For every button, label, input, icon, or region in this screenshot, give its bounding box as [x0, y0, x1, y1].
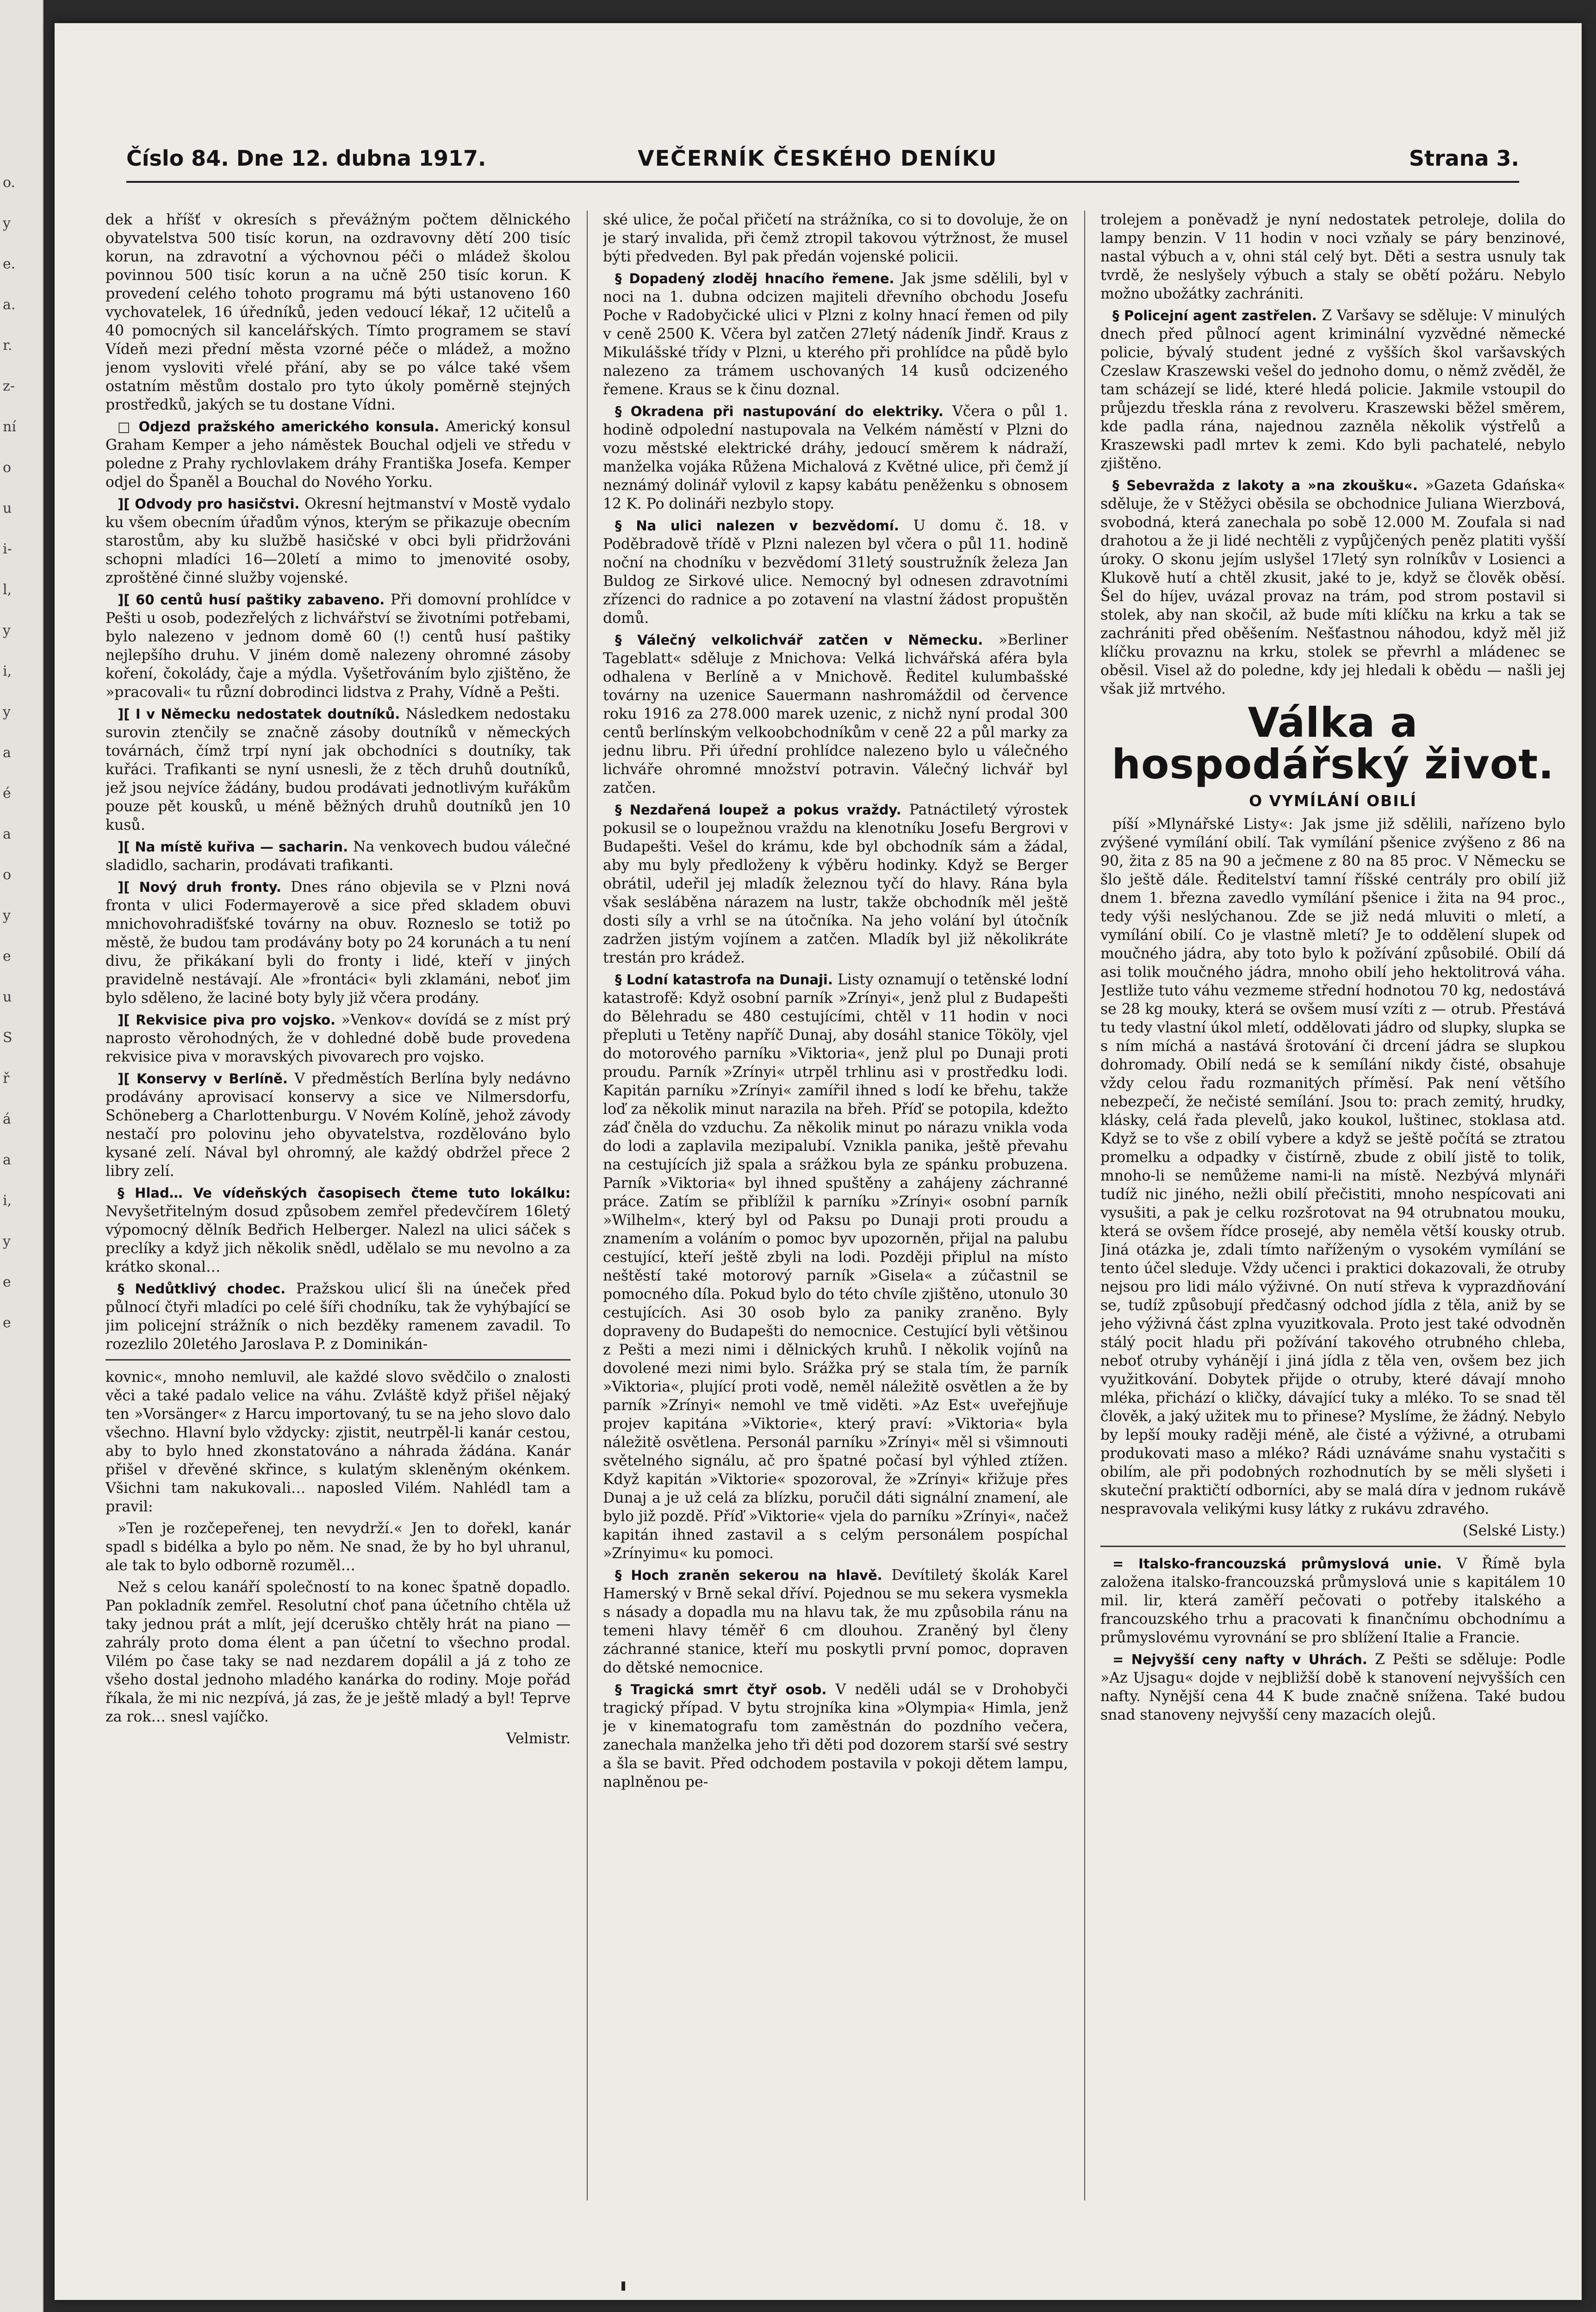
- article-subheadline: O VYMÍLÁNÍ OBILÍ: [1249, 792, 1417, 810]
- article-text: ské ulice, že počal přičetí na strážníka, co si to dovoluje, že on je starý invalida, při čemž ztropil takovou výtržnost, že musel býti předveden. Byl pak předán vojenské policii.: [603, 211, 1068, 265]
- article-text: Listy oznamují o tetěnské lodní katastrofě: Když osobní parník »Zrínyi«, jenž plul z Budapešti do Bělehradu se 480 cestujícími, chtěl v 11 hodin v noci přepluti u Tetěny napříč Dunaj, aby dosáhl stanice Tököly, vjel do motorového parníku »Viktoria«, jenž plul po Dunaji proti proudu. Parník »Zrínyi« utrpěl trhlinu asi v prostředku lodi. Kapitán parníku »Zrínyi« zamířil ihned s lodí ke břehu, takže loď za několik minut narazila na břeh. Příď se potopila, kdežto záď čněla do vzduchu. Za několik minut po nárazu vnikla voda do lodi a zaplavila mezipalubí. Vznikla panika, ještě převahu na cestujících již spala a srážkou byla ze spánku probuzena. Parník »Viktoria« byl ihned spuštěny a zahájeny záchranné práce. Zatím se přiblížil k parníku »Zrínyi« osobní parník »Wilhelm«, který byl od Paksu po Dunaji proti proudu a znamením a voláním o pomoc byv upozorněn, přijal na palubu cestující, kteří ještě zbyli na lodi. Později připlul na místo neštěstí také motorový parník »Gisela« a zúčastnil se pomocného díla. Pokud bylo do této chvíle zjištěno, utonulo 30 cestujících. Asi 30 osob bylo za paniky zraněno. Byly dopraveny do Budapešti do nemocnice. Cestující byli většinou z Pešti a mezi nimi i dělnických kruhů. I několik vojínů na dovolené mezi nimi bylo. Srážka prý se stala tím, že parník »Viktoria«, plující proti vodě, neměl náležitě osvětlen a že by parník »Zrínyi« nemohl ve tmě viděti. »Az Est« uveřejňuje projev kapitána »Viktorie«, který praví: »Viktoria« byla náležitě osvětlena. Personál parníku »Zrínyi« měl si všimnouti světelného signálu, ač pro špatné počasí byl výhled ztížen. Když kapitán »Viktorie« spozoroval, že »Zrínyi« křižuje přes Dunaj a je už celá za blízku, poručil dáti signální znamení, ale bylo již pozdě. Příď »Viktorie« vjela do parníku »Zrínyi«, načež kapitán ihned zastavil a s celým personálem pospíchal »Zrínyimu« ku pomoci.: [603, 971, 1068, 1562]
- article-title: § Na ulici nalezen v bezvědomí.: [615, 518, 899, 534]
- article-text: Patnáctiletý výrostek pokusil se o loupežnou vraždu na klenotníku Josefu Bergrovi v Budapešti. Vešel do krámu, kde byl obchodník sám a žádal, aby mu byly předloženy k výběru hodinky. Když se Berger obrátil, udeřil jej mladík železnou tyčí do hlavy. Rána byla však sesláběna nárazem na lustr, takže obchodník měl ještě dosti síly a vrhl se na útočníka. Na jeho volání byl útočník zadržen jistým vojínem a zatčen. Mladík byl již několikráte trestán pro krádež.: [603, 802, 1068, 966]
- article-title: ][ Nový druh fronty.: [118, 879, 281, 895]
- previous-page-edge: [0, 0, 43, 2312]
- article-title: § Nezdařená loupež a pokus vraždy.: [615, 802, 901, 818]
- article-paragraph: [1100, 815, 1565, 1518]
- article-text: kovnic«, mnoho nemluvil, ale každé slovo svědčilo o znalosti věci a také padalo velice na váhu. Zvláště když přišel nějaký ten »Vorsänger« z Harcu importovaný, tu se na jeho slovo dalo všechno. Hlavní bylo vždycky: zjistit, neutrpěl-li kanár cestou, aby to bylo hned zkonstatováno a náhrada žádána. Kanár přišel v dřevěné skřince, s kulatým skleněným okénkem. Všichni tam nakukovali… naposled Vilém. Nahlédl tam a pravil:: [106, 1369, 571, 1515]
- prev-page-fragment: a.: [3, 297, 16, 313]
- article-paragraph: [106, 1280, 571, 1354]
- prev-page-fragment: o.: [3, 174, 16, 191]
- prev-page-fragment: z-: [3, 378, 15, 394]
- article-title: § Hoch zraněn sekerou na hlavě.: [615, 1567, 882, 1583]
- article-text: Na venkovech budou válečné sladidlo, sacharin, prodávati trafikanti.: [106, 839, 571, 874]
- article-paragraph: [603, 516, 1068, 628]
- article-title: § Okradena při nastupování do elektriky.: [615, 404, 944, 419]
- article-paragraph: [106, 705, 571, 834]
- article-title: ][ Odvody pro hasičstvi.: [118, 496, 300, 512]
- article-text: Americký konsul Graham Kemper a jeho náměstek Bouchal odjeli ve středu v poledne z Prahy rychlovlakem dráhy Františka Josefa. Kemper odjel do Španěl a Bouchal do Nového Yorku.: [106, 418, 571, 491]
- section-headline: Válka a hospodářský život.: [1112, 699, 1554, 788]
- article-title: ][ 60 centů husí paštiky zabaveno.: [118, 592, 385, 608]
- prev-page-fragment: ř: [3, 1070, 10, 1087]
- article-paragraph: [106, 1069, 571, 1181]
- article-text: »Venkov« dovídá se z míst prý naprosto věrohodných, že v dohledné době bude provedena rekvisice piva v moravských pivovarech pro vojsko.: [106, 1012, 571, 1065]
- article-title: □ Odjezd pražského amerického konsula.: [118, 419, 440, 435]
- column-3: [1100, 211, 1565, 2242]
- prev-page-fragment: y: [3, 704, 11, 720]
- article-paragraph: [106, 1368, 571, 1516]
- article-title: ][ I v Německu nedostatek doutníků.: [118, 706, 400, 722]
- column-divider: [1084, 211, 1085, 2200]
- prev-page-fragment: e: [3, 1274, 11, 1290]
- prev-page-fragment: o: [3, 460, 12, 476]
- article-text: (Selské Listy.): [1462, 1523, 1565, 1539]
- article-text: »Ten je rozčepeřenej, ten nevydrží.« Jen to dořekl, kanár spadl s bidélka a bylo po něm. Ne snad, že by ho byl uhranul, ale tak to bylo odborně rozuměl…: [106, 1520, 571, 1574]
- article-title: § Dopadený zloděj hnacího řemene.: [615, 271, 894, 286]
- article-paragraph: [603, 402, 1068, 513]
- article-text: Z Varšavy se sděluje: V minulých dnech před půlnocí agent kriminální vyzvědné německé policie, bývalý student jedné z vyšších škol varšavských Czeslaw Kraszewski vešel do jednoho domu, o němž zvěděl, že tam scházejí se lidé, které hledá policie. Jakmile vstoupil do průjezdu třeskla rána z revolveru. Kraszewski běžel směrem, kde padla rána, najednou zazněla několik výstřelů a Kraszewski padl mrtev k zemi. Kdo byli pachatelé, nebylo zjištěno.: [1100, 307, 1565, 472]
- article-text: Velmistr.: [506, 1730, 571, 1747]
- article-signature: [1100, 1522, 1565, 1540]
- article-title: § Policejní agent zastřelen.: [1112, 308, 1317, 323]
- issue-date: Číslo 84. Dne 12. dubna 1917.: [126, 146, 486, 171]
- column-2: [603, 211, 1068, 2242]
- prev-page-fragment: e.: [3, 256, 16, 272]
- prev-page-fragment: é: [3, 785, 11, 802]
- article-text: Než s celou kanáří společností to na konec špatně dopadlo. Pan pokladník zemřel. Resolutní choť pana účetního chtěla už taky jednou prát a mlít, její dceruško chtěly hrát na piano — zahrály proto doma élent a pan účetní to všechno prodal. Vilém po čase taky se nad nezdarem dopálil a já z toho ze všeho dostal jednoho mladého kanárka do rodiny. Moje pořád říkala, že mi nic nezpívá, já zas, že je ještě mladý a byl! Teprve za rok… snesl vajíčko.: [106, 1579, 571, 1725]
- article-paragraph: [106, 211, 571, 414]
- article-paragraph: [603, 970, 1068, 1563]
- section-rule: [106, 1359, 571, 1361]
- section-rule: [1100, 1546, 1565, 1547]
- article-text: trolejem a poněvadž je nyní nedostatek petroleje, dolila do lampy benzin. V 11 hodin v noci vzňaly se páry benzinové, nastal výbuch a v, ohni stál celý byt. Děti a sestra usnuly tak tvrdě, že neslyšely výbuch a staly se obětí požáru. Nebylo možno ubožátky zachrániti.: [1100, 211, 1565, 302]
- article-text: U domu č. 18. v Poděbradově třídě v Plzni nalezen byl včera o půl 11. hodině noční na chodníku v bezvědomí 31letý soustružník železa Jan Buldog ze Sirkové ulice. Nemocný byl odnesen zdravotními zřízenci do radnice a po zotavení na vlastní žádost propuštěn domů.: [603, 517, 1068, 627]
- article-paragraph: [106, 1184, 571, 1276]
- article-text: Z Pešti se sděluje: Podle »Az Ujsagu« dojde v nejbližší době k stanovení nejvyšších cen nafty. Nynější cena 44 K bude značně snížena. Také budou snad stanoveny nejvyšší ceny mazacích olejů.: [1100, 1651, 1565, 1723]
- article-text: dek a hříšť v okresích s převážným počtem dělnického obyvatelstva 500 tisíc korun, na ozdravovny dětí 200 tisíc korun, na zdravotní a výchovnou péči o mládež školou povinnou 500 tisíc korun a na učně 250 tisíc korun. K provedení celého tohoto programu má býti ustanoveno 160 vychovatelek, 16 úředníků, jeden vedoucí lékař, 12 učitelů a 40 pomocných sil kancelářských. Tímto programem se staví Vídeň mezi přední města vzorné péče o mládež, a možno jenom vysloviti vřelé přání, aby se po válce také všem ostatním městům dostalo pro tyto úkoly poměrně stejných prostředků, jakých se tu dostane Vídni.: [106, 211, 571, 413]
- article-title: § Lodní katastrofa na Dunaji.: [615, 972, 833, 988]
- column-divider: [587, 211, 588, 2200]
- article-text: Pražskou ulicí šli na úneček před půlnocí čtyři mladíci po celé šíři chodníku, tak že vyhýbající se jim policejní strážník o nich bezděky ramenem zavadil. To rozezlilo 20letého Jaroslava P. z Dominikán-: [106, 1280, 571, 1353]
- article-paragraph: [1100, 476, 1565, 698]
- article-title: = Italsko-francouzská průmyslová unie.: [1112, 1556, 1442, 1572]
- article-text: Devítiletý školák Karel Hamerský v Brně sekal dříví. Pojednou se mu sekera vysmekla s násady a dopadla mu na hlavu tak, že mu způsobila ránu na temeni hlavy téměř 6 cm dlouhou. Zraněný byl členy záchranné stanice, kteří mu poskytli první pomoc, dopraven do dětské nemocnice.: [603, 1567, 1068, 1676]
- article-paragraph: [603, 1680, 1068, 1791]
- article-text: »Gazeta Gdańska« sděluje, že v Stěžyci oběsila se obchodnice Juliana Wierzbová, svobodná, která zanechala po sobě 12.000 M. Zoufala si nad drahotou a že ji lidé nechtěli z vypůjčených peněz platiti vyšší úroky. O skonu jejím uslyšel 17letý syn rolníkův v Losienci a Klukově hutí a chtěl zkusit, jaké to je, když se člověk oběsí. Šel do híjev, uvázal provaz na trám, pod strom postavil si stolek, aby nan skočil, až bude míti klíčku na krku a tak se zachrániti před oběšením. Nešťastnou náhodou, když měl již klíčku provaznu na krku, stolek se převrhl a mládenec se oběsil. Visel až do poledne, kdy jej hledali k obědu — našli jej však již mrtvého.: [1100, 477, 1565, 697]
- newspaper-page: [55, 23, 1582, 2300]
- page-number: Strana 3.: [1409, 146, 1519, 171]
- prev-page-fragment: r.: [3, 337, 12, 354]
- article-text: V neděli udál se v Drohobyči tragický případ. V bytu strojníka kina »Olympia« Himla, jenž je v kinematografu tom zaměstnán do pozdního večera, zanechala manželka jeho tři děti pod dozorem starší své sestry a šla se bavit. Před odchodem postavila v pokoji dětem lampu, naplněnou pe-: [603, 1681, 1068, 1790]
- article-title: § Tragická smrt čtyř osob.: [615, 1682, 827, 1697]
- article-text: Jak jsme sdělili, byl v noci na 1. dubna odcizen majiteli dřevního obchodu Josefu Poche v Radobyčické ulici v Plzni z kolny hnací řemen od pily v ceně 2500 K. Včera byl zatčen 27letý nádeník Jindř. Kraus z Mikulášské třídy v Plzni, u kterého při prohlídce na půdě bylo nalezeno za trámem uschovaných 14 kusů odcizeného řemene. Kraus se k činu doznal.: [603, 270, 1068, 398]
- article-paragraph: [603, 269, 1068, 399]
- page-header: [126, 137, 1519, 187]
- prev-page-fragment: á: [3, 1111, 11, 1127]
- prev-page-fragment: S: [3, 1030, 12, 1046]
- article-text: V předměstích Berlína byly nedávno prodávány aprovisací konservy a sice ve Nilmersdorfu, Schöneberg a Charlottenburgu. V Novém Kolíně, jehož závody nestačí pro polovinu jeho obyvatelstva, rozdělováno bylo kysané zelí. Nával byl ohromný, ale každý obdržel přece 2 libry zelí.: [106, 1070, 571, 1180]
- article-paragraph: [106, 1578, 571, 1726]
- article-paragraph: [1100, 306, 1565, 473]
- article-paragraph: [106, 878, 571, 1007]
- article-title: § Hlad… Ve vídeňských časopisech čteme tuto lokálku:: [118, 1185, 571, 1201]
- prev-page-fragment: a: [3, 1152, 11, 1168]
- prev-page-fragment: e: [3, 948, 11, 964]
- article-title: = Nejvyšší ceny nafty v Uhrách.: [1112, 1652, 1367, 1667]
- article-text: »Berliner Tageblatt« sděluje z Mnichova: Velká lichvářská aféra byla odhalena v Berlíně a v Mnichově. Ředitel kulumbašské továrny na uzenice Sauermann nashromáždil od července roku 1916 za 278.000 marek uzenic, z nichž nyní prodal 300 centů berlínským velkoobchodníkům v ceně 22 a půl marky za jednu libru. Při úřední prohlídce nalezeno bylo u válečného lichváře ohromné množství potravin. Válečný lichvář byl zatčen.: [603, 632, 1068, 796]
- article-paragraph: [603, 211, 1068, 266]
- article-paragraph: [1100, 1554, 1565, 1647]
- article-paragraph: [106, 838, 571, 875]
- prev-page-fragment: u: [3, 500, 12, 516]
- article-paragraph: [1100, 1650, 1565, 1724]
- prev-page-fragment: y: [3, 622, 11, 639]
- article-text: Při domovní prohlídce v Pešti u osob, podezřelých z lichvářství se životními potřebami, bylo nalezeno v jednom domě 60 (!) centů husí paštiky nejlepšího druhu. V jiném domě nalezeny ohromné zásoby koření, čokolády, čaje a mýdla. Vyšetřováním bylo zjištěno, že »pracovali« tu různí dobrodinci lidstva z Prahy, Vídně a Pešti.: [106, 591, 571, 701]
- prev-page-fragment: e: [3, 1315, 11, 1331]
- article-paragraph: [603, 1566, 1068, 1677]
- article-title: ][ Rekvisice piva pro vojsko.: [118, 1012, 336, 1028]
- masthead-title: VEČERNÍK ČESKÉHO DENÍKU: [638, 146, 998, 171]
- prev-page-fragment: l,: [3, 582, 12, 598]
- article-title: § Nedůtklivý chodec.: [118, 1281, 286, 1297]
- article-text: V Římě byla založena italsko-francouzská průmyslová unie s kapitálem 10 mil. lir, která zaměří pečovati o potřeby italského a francouzského trhu a pracovati k finančnímu obchodnímu a průmyslovému vyrovnání se pro sblížení Italie a Francie.: [1100, 1555, 1565, 1646]
- column-1: [106, 211, 571, 2242]
- prev-page-fragment: y: [3, 1233, 11, 1249]
- article-paragraph: [603, 801, 1068, 967]
- article-paragraph: [106, 495, 571, 587]
- prev-page-fragment: a: [3, 826, 11, 842]
- article-text: Nevyšetřitelným dosud způsobem zemřel předevčírem 16letý výpomocný dělník Bedřich Helberger. Nalezl na ulici sáček s preclíky a když jich několik snědl, udělalo se mu nevolno a za krátko skonal…: [106, 1203, 571, 1275]
- article-paragraph: [106, 590, 571, 702]
- article-paragraph: [1100, 211, 1565, 303]
- article-paragraph: [106, 1011, 571, 1066]
- article-paragraph: [603, 631, 1068, 797]
- prev-page-fragment: y: [3, 215, 11, 231]
- prev-page-fragment: o: [3, 867, 12, 883]
- footer-mark: [621, 2281, 625, 2291]
- prev-page-fragment: i,: [3, 1193, 12, 1209]
- article-text: Včera o půl 1. hodině odpolední nastupovala na Velkém náměstí v Plzni do vozu městské elektrické dráhy, jedoucí směrem k nádraží, manželka vojáka Růžena Michalová z Květné ulice, při čemž jí neznámý dolinář vylovil z kapsy kabátu peněženku s obnosem 12 K. Po dolináři nezbylo stopy.: [603, 403, 1068, 512]
- prev-page-fragment: i-: [3, 541, 12, 557]
- article-text: píší »Mlynářské Listy«: Jak jsme již sdělili, nařízeno bylo zvýšené vymílání obilí. Tak vymílání pšenice zvýšeno z 86 na 90, žita z 85 na 90 a ječmene z 80 na 85 proc. V Německu se šlo ještě dále. Ředitelství tamní říšské centrály pro obilí již dnem 1. března zavedlo vymílání pšenice i žita na 94 proc., tedy výši neslýchanou. Zde se již nedá mluviti o mletí, a vymílání obilí. Co je vlastně mletí? Je to oddělení slupek od moučného jádra, aby toto bylo k požívání způsobilé. Obilí dá asi tolik moučného jádra, mnoho obilí jeho hektolitrová váha. Jestliže tuto váhu vezmeme střední hodnotou 70 kg, nedostává se 28 kg mouky, která se ovšem musí vzíti z — otrub. Přestává tu tedy vlastní úkol mletí, oddělovati jádro od slupky, slupka se s ním míchá a nastává šrotování či drcení jádra se slupkou dohromady. Obilí nedá se k semílání nikdy čisté, obsahuje vždy celou řadu rozmanitých příměsí. Pak není většího nebezpečí, že nečisté semílání. Jsou to: prach zemitý, hrudky, klásky, celá řada plevelů, jako koukol, luštinec, stoklasa atd. Když se to vše z obilí vybere a když se ještě počítá se ztratou promelku a odpadky v čistírně, zbude z obilí jistě to tolik, mnoho-li se nemůžeme nami-li na místě. Nezbývá mlynáři tudíž nic jiného, nežli obilí přečistiti, mnoho nespícovati ani vysušiti, a pak je celku rozšrotovat na 94 otrubnatou mouku, která se ovšem řídce prosejé, aby neměla větší kousky otrub. Jiná otázka je, zdali tímto naříženým o vysokém vymílání se tento účel sleduje. Vždy učenci i praktici dokazovali, že otruby nejsou pro lidi málo výživné. On nutí střeva k vyprazdňování se, tudíž způsobují předčasný odchod jídla z těla, aniž by se jeho výživná část zplna vyuzitkovala. Proto jest také odvodněn stálý pocit hladu při požívání takového otrubného chleba, neboť otruby vyhánějí i jiná jídla z těla ven, ovšem bez jich využitkování. Dobytek přijde o otruby, které dávají mnoho mléka, přichází o kličky, dávající tuky a mléko. To se snad těl člověk, a jaký užitek mu to přinese? Myslíme, že žádný. Nebylo by lepší mouky raději méně, ale čisté a výživné, a otrubami produkovati maso a mléko? Rádi uznáváme snahu vystačiti s obilím, ale při podobných rozhodnutích by se měli slyšeti i skuteční praktičtí odborníci, aby se malá díra v jednom rukávě nespravovala velikými kusy látky z rukávu zdravého.: [1100, 816, 1565, 1517]
- article-title: ][ Konservy v Berlíně.: [118, 1071, 288, 1087]
- article-title: § Sebevražda z lakoty a »na zkoušku«.: [1112, 478, 1418, 493]
- prev-page-fragment: i,: [3, 663, 12, 679]
- article-title: § Válečný velkolichvář zatčen v Německu.: [615, 632, 983, 648]
- article-text: Následkem nedostaku surovin ztenčily se značně zásoby doutníků v německých továrnách, čímž trpí nyní jak obchodníci s doutníky, tak kuřáci. Trafikanti se nyní usnesli, že z těch druhů doutníků, jež jsou nejvíce žádány, budou prodávati jednotlivým kuřákům pouze pět kousků, u méně běžných druhů doutníků jen 10 kusů.: [106, 706, 571, 833]
- article-paragraph: [106, 417, 571, 491]
- article-paragraph: [106, 1519, 571, 1575]
- prev-page-fragment: ní: [3, 419, 16, 435]
- article-title: ][ Na místě kuřiva — sacharin.: [118, 839, 348, 855]
- prev-page-fragment: a: [3, 745, 11, 761]
- header-rule: [126, 181, 1519, 183]
- article-text: Okresní hejtmanství v Mostě vydalo ku všem obecním úřadům výnos, kterým se přikazuje obecním starostům, aby ku službě hasičské v obci byli přidržováni schopni mladíci 16—20letí a mimo to jmenovité osoby, zproštěné činné služby vojenské.: [106, 496, 571, 586]
- article-signature: [106, 1729, 571, 1748]
- prev-page-fragment: u: [3, 989, 12, 1005]
- prev-page-fragment: y: [3, 907, 11, 924]
- article-text: Dnes ráno objevila se v Plzni nová fronta v ulici Fodermayerově a sice před skladem obuvi mnichovohradišťské továrny na obuv. Rozneslo se totiž po městě, že budou tam prodávány boty po 24 korunách a tu není divu, že přikákaní byli do fronty i lidé, kteří v jiných pravidelně nestávají. Ale »frontáci« byli zklamáni, neboť jim bylo sděleno, že laciné boty byly již včera prodány.: [106, 879, 571, 1007]
